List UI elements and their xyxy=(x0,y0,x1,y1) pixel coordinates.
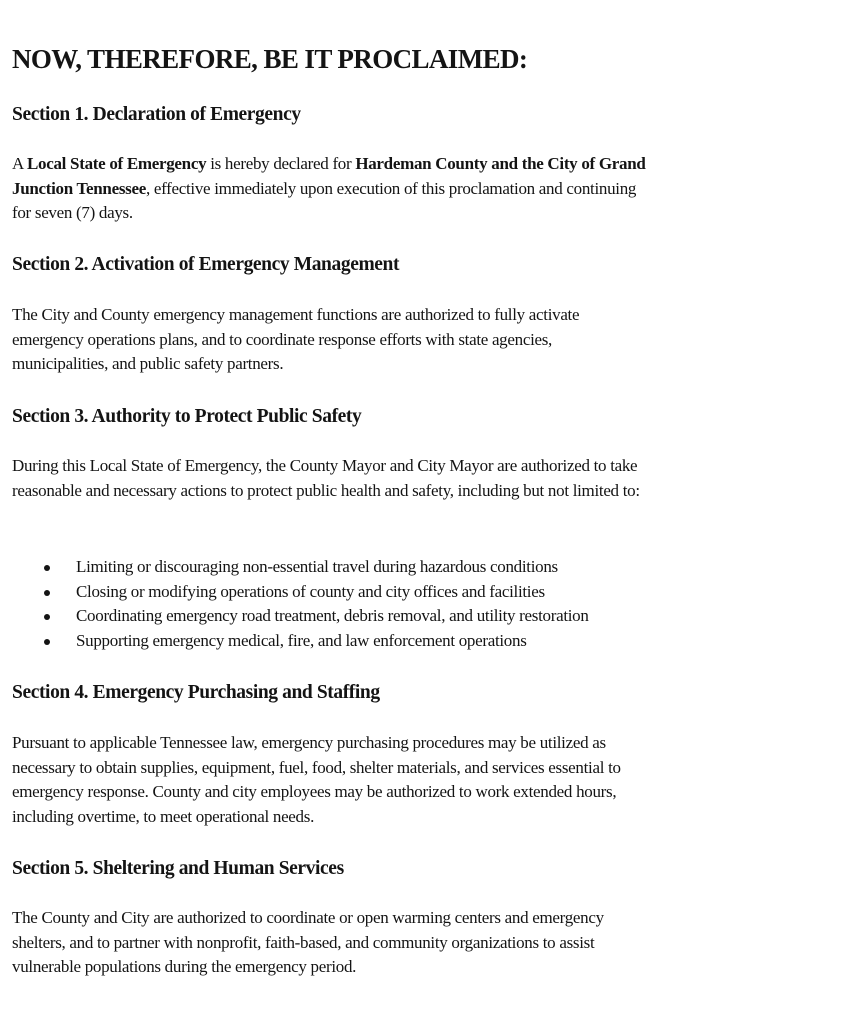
section-2-heading: Section 2. Activation of Emergency Management xyxy=(12,254,400,275)
section-4-heading: Section 4. Emergency Purchasing and Staffing xyxy=(12,682,380,703)
text-run: , effective immediately upon execution of this proclamation and continuing xyxy=(145,178,637,198)
text-run: for seven (7) days. xyxy=(12,203,133,222)
section-5-line-3: vulnerable populations during the emergency period. xyxy=(12,957,357,976)
emphasis-jurisdiction: Hardeman County and the City of Grand xyxy=(355,154,646,173)
section-2-line-3: municipalities, and public safety partners. xyxy=(12,354,284,373)
section-5-line-2: shelters, and to partner with nonprofit, faith-based, and community organizations to assist xyxy=(12,932,595,952)
section-2-line-2: emergency operations plans, and to coordinate response efforts with state agencies, xyxy=(12,329,553,349)
section-3-line-1: During this Local State of Emergency, the County Mayor and City Mayor are authorized to take xyxy=(12,456,638,475)
section-1-line-3 xyxy=(12,201,842,226)
section-4-line-1: Pursuant to applicable Tennessee law, emergency purchasing procedures may be utilized as xyxy=(12,733,606,752)
section-4-line-4: including overtime, to meet operational needs. xyxy=(12,806,315,826)
text-run: is hereby declared for xyxy=(206,154,356,173)
section-1-heading: Section 1. Declaration of Emergency xyxy=(12,104,301,125)
list-item-text: Supporting emergency medical, fire, and law enforcement operations xyxy=(76,630,527,650)
emphasis-local-state-of-emergency: Local State of Emergency xyxy=(27,154,207,173)
list-item-text: Coordinating emergency road treatment, debris removal, and utility restoration xyxy=(76,606,589,625)
section-5-body xyxy=(12,906,842,980)
section-4-body xyxy=(12,731,842,829)
list-item-text: Closing or modifying operations of county and city offices and facilities xyxy=(76,581,545,601)
section-1-body xyxy=(12,152,842,226)
emphasis-jurisdiction: Junction Tennessee xyxy=(12,178,146,198)
section-2-line-1: The City and County emergency management functions are authorized to fully activate xyxy=(12,305,580,324)
section-5-heading: Section 5. Sheltering and Human Services xyxy=(12,858,344,879)
bullet-icon xyxy=(44,565,50,571)
section-1-line-2 xyxy=(12,177,842,202)
bullet-icon xyxy=(44,639,50,645)
section-3-line-2: reasonable and necessary actions to protect public health and safety, including but not limited to: xyxy=(12,480,640,500)
section-5-line-1: The County and City are authorized to coordinate or open warming centers and emergency xyxy=(12,908,604,927)
section-4-line-2: necessary to obtain supplies, equipment, fuel, food, shelter materials, and services essential to xyxy=(12,757,621,777)
bullet-icon xyxy=(44,590,50,596)
section-4-line-3: emergency response. County and city employees may be authorized to work extended hours, xyxy=(12,782,617,801)
text-run: A xyxy=(12,154,27,173)
list-item-text: Limiting or discouraging non-essential travel during hazardous conditions xyxy=(76,557,558,576)
document-title: NOW, THEREFORE, BE IT PROCLAIMED: xyxy=(12,44,528,74)
section-2-body xyxy=(12,303,842,377)
section-3-heading: Section 3. Authority to Protect Public Safety xyxy=(12,406,362,427)
section-3-body xyxy=(12,454,842,503)
section-1-line-1 xyxy=(12,152,842,177)
bullet-icon xyxy=(44,614,50,620)
